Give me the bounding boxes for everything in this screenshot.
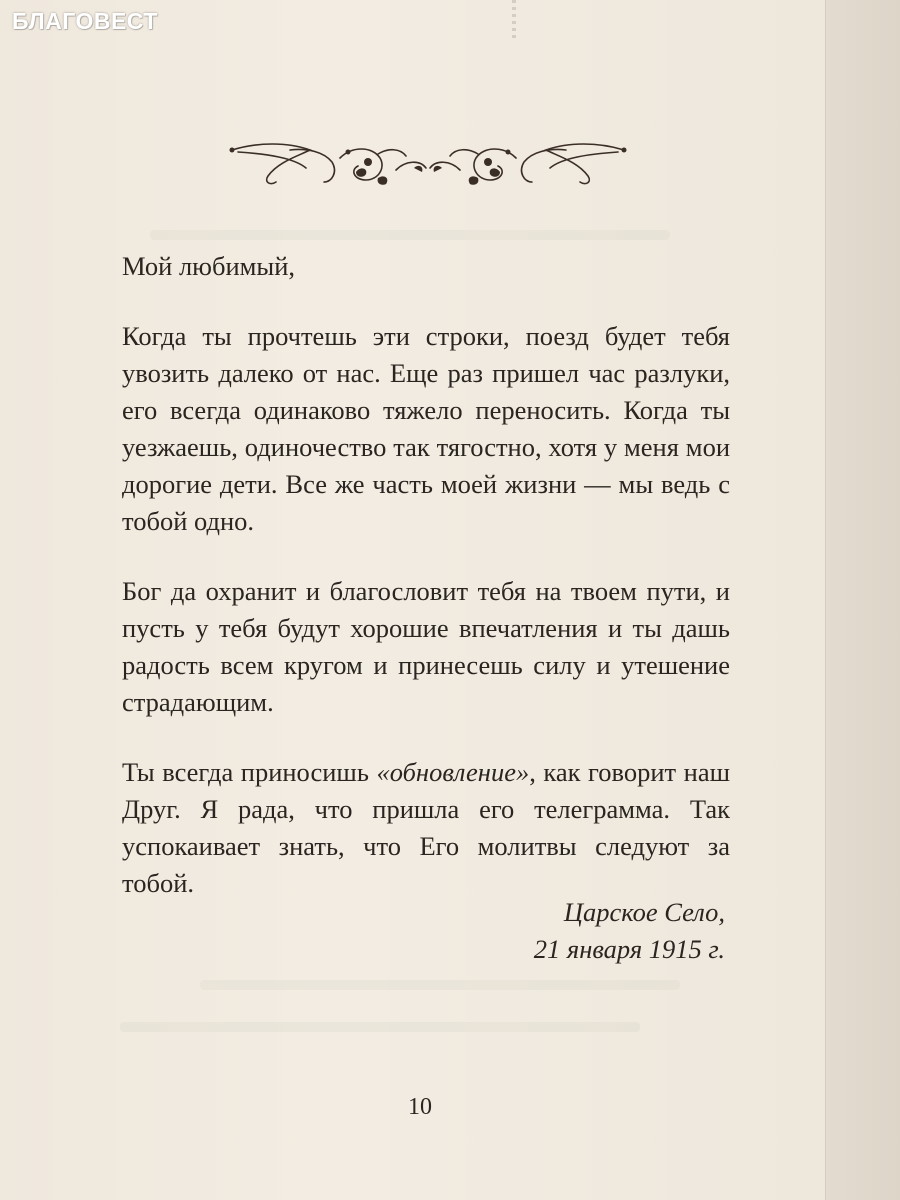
facing-page-edge [825, 0, 900, 1200]
show-through [120, 1022, 640, 1032]
show-through [150, 230, 670, 240]
letter-date: 21 января 1915 г. [533, 934, 725, 964]
letter-body [122, 248, 730, 902]
page-fold-marks [512, 0, 516, 40]
paragraph-3-text-end: , как говорит наш Друг. Я рада, что пришла его телеграмма. Так успокаивает знать, что Его молитвы следуют за тобой. [122, 757, 730, 898]
show-through [200, 980, 680, 990]
ornament-flourish-icon [228, 128, 628, 198]
paragraph-3-text-start: Ты всегда приносишь [122, 757, 377, 787]
letter-signature [420, 894, 725, 968]
letter-paragraph-1: Когда ты прочтешь эти строки, поезд будет тебя увозить далеко от нас. Еще раз пришел час разлуки, его всегда одинаково тяжело переносить. Когда ты уезжаешь, одиночество так тягостно, хотя у меня мои дорогие дети. Все же часть моей жизни — мы ведь с тобой одно. [122, 321, 730, 536]
watermark-logo: БЛАГОВЕСТ [12, 8, 158, 34]
letter-greeting: Мой любимый, [122, 251, 296, 281]
page-number: 10 [408, 1094, 432, 1120]
letter-paragraph-3 [122, 754, 730, 902]
letter-place: Царское Село, [563, 897, 725, 927]
quoted-word: «обновление» [376, 757, 530, 787]
letter-paragraph-2: Бог да охранит и благословит тебя на твоем пути, и пусть у тебя будут хорошие впечатления и ты дашь радость всем кругом и принесешь силу и утешение страдающим. [122, 576, 730, 717]
